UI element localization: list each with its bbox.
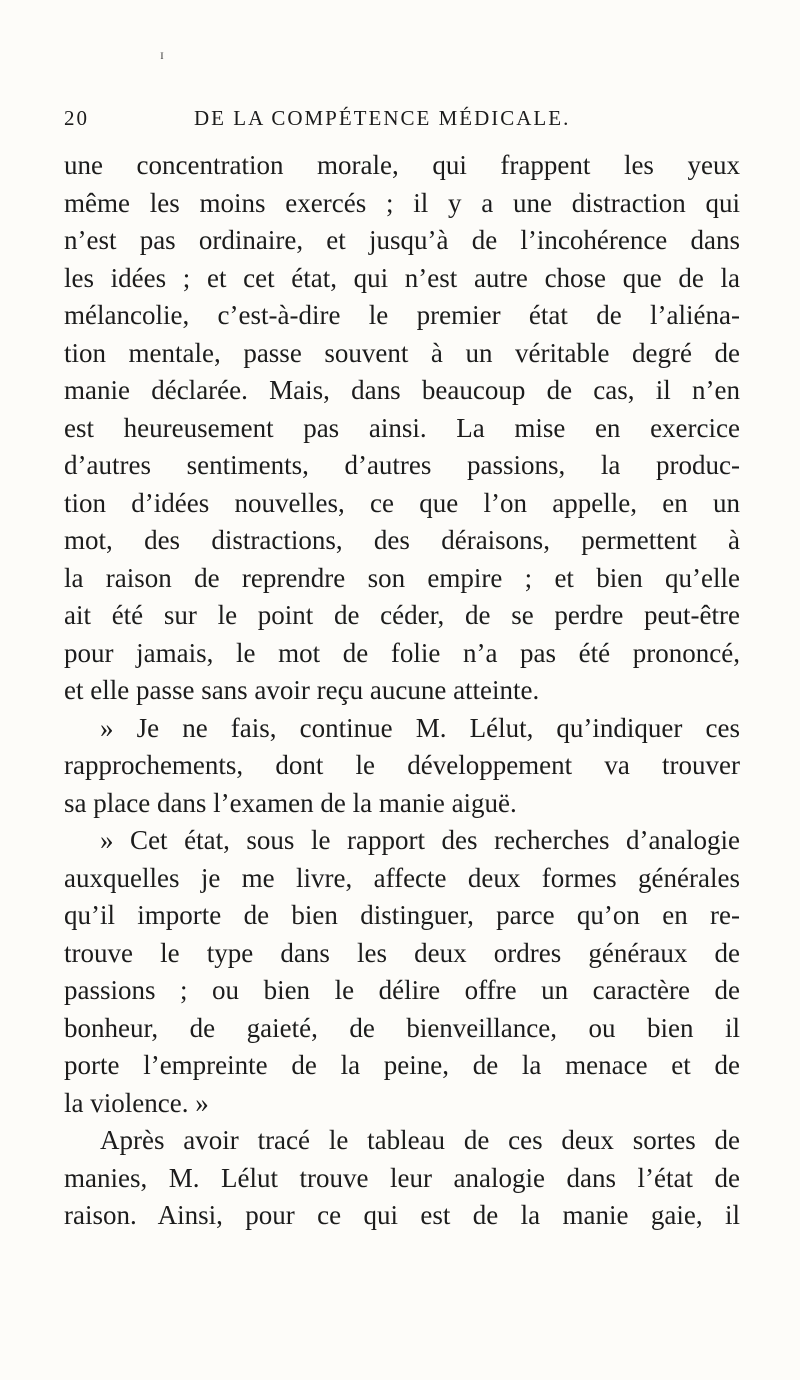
text-line: n’est pas ordinaire, et jusqu’à de l’incohérence dans [64, 225, 740, 255]
text-line: sa place dans l’examen de la manie aiguë. [64, 787, 517, 818]
text-line: la violence. » [64, 1087, 209, 1118]
page-number: 20 [64, 106, 89, 130]
text-line: » Cet état, sous le rapport des recherches d’analogie [100, 825, 740, 855]
text-line: bonheur, de gaieté, de bienveillance, ou bien il [64, 1012, 740, 1043]
text-line: la raison de reprendre son empire ; et bien qu’elle [64, 562, 740, 593]
text-line: Après avoir tracé le tableau de ces deux sortes de [100, 1125, 740, 1155]
text-line: ait été sur le point de céder, de se perdre peut-être [64, 600, 740, 630]
text-line: raison. Ainsi, pour ce qui est de la manie gaie, il [64, 1200, 740, 1230]
text-line: qu’il importe de bien distinguer, parce qu’on en re- [64, 900, 740, 930]
text-line: d’autres sentiments, d’autres passions, la produc- [64, 450, 740, 480]
header-title: DE LA COMPÉTENCE MÉDICALE. [194, 106, 571, 130]
text-line: tion d’idées nouvelles, ce que l’on appelle, en un [64, 487, 740, 518]
running-head [64, 106, 744, 142]
text-line: mélancolie, c’est-à-dire le premier état de l’aliéna- [64, 300, 740, 330]
text-line: pour jamais, le mot de folie n’a pas été prononcé, [64, 637, 740, 668]
text-line: auxquelles je me livre, affecte deux formes générales [64, 862, 740, 893]
text-line: manies, M. Lélut trouve leur analogie dans l’état de [64, 1162, 740, 1193]
text-line: » Je ne fais, continue M. Lélut, qu’indiquer ces [100, 712, 740, 743]
stray-mark: ɪ [160, 48, 164, 63]
text-line: et elle passe sans avoir reçu aucune atteinte. [64, 675, 540, 705]
text-line: porte l’empreinte de la peine, de la menace et de [64, 1050, 740, 1080]
text-line: rapprochements, dont le développement va trouver [64, 750, 740, 780]
text-line: une concentration morale, qui frappent les yeux [64, 150, 740, 180]
text-line: les idées ; et cet état, qui n’est autre chose que de la [64, 262, 740, 293]
text-line: manie déclarée. Mais, dans beaucoup de cas, il n’en [64, 375, 740, 405]
text-line: tion mentale, passe souvent à un véritable degré de [64, 337, 740, 368]
text-line: même les moins exercés ; il y a une distraction qui [64, 187, 740, 218]
text-line: mot, des distractions, des déraisons, permettent à [64, 525, 740, 555]
body-text [64, 147, 740, 1235]
text-line: trouve le type dans les deux ordres généraux de [64, 937, 740, 968]
text-line: passions ; ou bien le délire offre un caractère de [64, 975, 740, 1005]
text-line: est heureusement pas ainsi. La mise en exercice [64, 412, 740, 443]
